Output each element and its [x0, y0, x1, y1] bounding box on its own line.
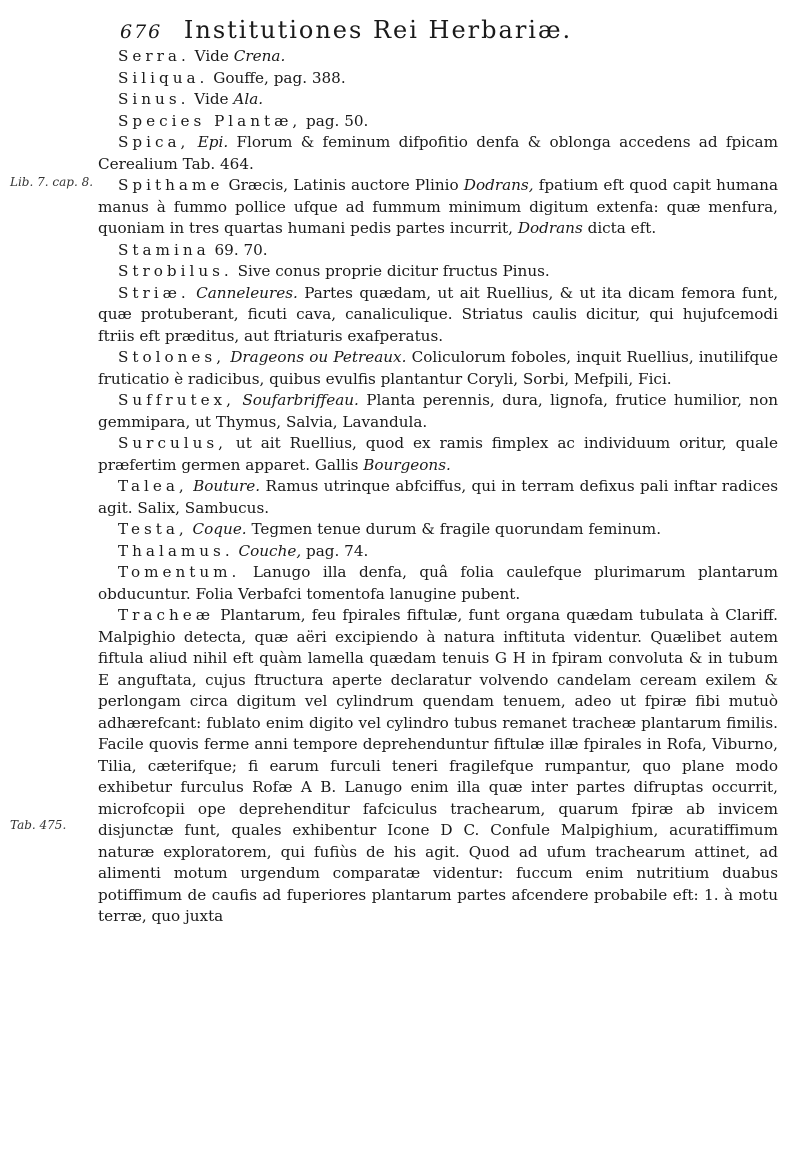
- headword: Stolones,: [118, 348, 226, 366]
- headword: Stamina: [118, 240, 210, 259]
- headword: Tracheæ: [118, 606, 214, 624]
- entry-text: Florum & feminum difpofitio denfa & oblonga accedens ad fpicam Cerealium Tab. 464.: [98, 133, 778, 173]
- french-term: Couche,: [238, 541, 302, 560]
- entry-testa: [98, 519, 778, 541]
- french-term: Bouture.: [193, 477, 261, 495]
- french-term: Epi.: [197, 133, 229, 151]
- latin-term: Dodrans: [517, 219, 583, 237]
- cross-reference: Ala.: [233, 90, 264, 108]
- entry-species: [98, 111, 778, 133]
- french-term: Bourgeons.: [363, 455, 451, 474]
- entry-text: pag. 50.: [306, 111, 369, 130]
- cross-reference: Crena.: [233, 47, 286, 65]
- entry-stamina: [98, 240, 778, 262]
- headword: Talea,: [118, 477, 188, 495]
- headword: Strobilus.: [118, 262, 233, 280]
- entry-spica: [98, 132, 778, 175]
- headword: Species Plantæ,: [118, 111, 302, 130]
- entry-text: Gouffe, pag. 388.: [213, 68, 346, 87]
- entry-text: 69. 70.: [214, 240, 268, 259]
- headword: Sinus.: [118, 90, 190, 108]
- headword: Surculus,: [118, 434, 227, 452]
- entry-tracheae: [98, 605, 778, 928]
- french-term: Coque.: [192, 520, 247, 538]
- headword: Tomentum.: [118, 563, 241, 581]
- headword: Spica,: [118, 133, 190, 151]
- entry-stolones: [98, 347, 778, 390]
- entry-text: pag. 74.: [306, 541, 369, 560]
- entry-text: Vide: [194, 47, 229, 65]
- entry-striae: [98, 283, 778, 348]
- entry-strobilus: [98, 261, 778, 283]
- headword: Serra.: [118, 47, 190, 65]
- latin-term: Dodrans,: [463, 176, 534, 194]
- headword: Spithame: [118, 176, 224, 194]
- entry-text: Plantarum, feu fpirales fiftulæ, funt organa quædam tubulata à Clariff. Malpighio detecta, quæ aëri excipiendo à natura inftituta videntur. Quælibet autem fiftula aliud nihil eft quàm lamella quædam tenuis G H in fpiram convoluta & in tubum E anguftata, cujus ftructura aperte declaratur volvendo candelam ceream exilem & perlongam circa digitum vel cylindrum quendam tenuem, adeo ut fpiræ fibi mutuò adhærefcant: fublato enim digito vel cylindro tubus remanet tracheæ plantarum fimilis. Facile quovis ferme anni tempore deprehenduntur fiftulæ illæ fpirales in Rofa, Viburno, Tilia, cæterifque; fi earum furculi teneri fragilefque rumpantur, quo plane modo exhibetur furculus Rofæ A B. Lanugo enim illa quæ inter partes difruptas occurrit, microfcopii ope deprehenditur fafciculus trachearum, quarum fpiræ ab invicem disjunctæ funt, quales exhibentur Icone D C. Confule Malpighium, acuratiffimum naturæ exploratorem, qui fufiùs de his agit. Quod ad ufum trachearum attinet, ad alimenti motum urgendum comparatæ videntur: fuccum enim nutritium duabus potiffimum de caufis ad fuperiores plantarum partes afcendere probabile eft: 1. à motu terræ, quo juxta: [98, 606, 778, 925]
- glossary-text: [98, 46, 778, 928]
- entry-siliqua: [98, 68, 778, 90]
- entry-tomentum: [98, 562, 778, 605]
- margin-note-lib: Lib. 7. cap. 8.: [10, 175, 94, 189]
- page-header: [120, 16, 720, 44]
- headword: Striæ.: [118, 283, 190, 302]
- entry-text: Ramus utrinque abfciffus, qui in terram defixus pali inftar radices agit. Salix, Sambucus.: [98, 477, 778, 517]
- headword: Siliqua.: [118, 68, 209, 87]
- entry-text: fpatium eft quod capit humana manus à fummo pollice ufque ad fummum minimum digitum extenfa: quæ menfura, quoniam in tres quartas humani pedis partes incurrit,: [98, 176, 779, 237]
- headword: Thalamus.: [118, 541, 234, 560]
- entry-spithame: [98, 175, 778, 240]
- entry-text: Coliculorum foboles, inquit Ruellius, inutilifque fruticatio è radicibus, quibus evulfis plantantur Coryli, Sorbi, Mefpili, Fici.: [98, 348, 779, 388]
- page-number: 676: [120, 21, 163, 43]
- running-title: Institutiones Rei Herbariæ.: [183, 16, 573, 44]
- headword: Suffrutex,: [118, 391, 235, 409]
- entry-serra: [98, 46, 778, 68]
- entry-text: dicta eft.: [587, 219, 657, 237]
- french-term: Soufarbriffeau.: [242, 391, 359, 409]
- entry-text: Planta perennis, dura, lignofa, frutice humilior, non gemmipara, ut Thymus, Salvia, Lavandula.: [98, 391, 778, 431]
- entry-thalamus: [98, 541, 778, 563]
- entry-talea: [98, 476, 778, 519]
- headword: Testa,: [118, 520, 188, 538]
- entry-text: Lanugo illa denfa, quâ folia caulefque plurimarum plantarum obducuntur. Folia Verbafci tomentofa lanugine pubent.: [98, 563, 778, 603]
- entry-text: Partes quædam, ut ait Ruellius, & ut ita dicam femora funt, quæ protuberant, ficuti cava, canaliculique. Striatus caulis dicitur, qui hujufcemodi ftriis eft præditus, aut ftriaturis exafperatus.: [98, 283, 779, 345]
- entry-surculus: [98, 433, 778, 476]
- entry-text: Vide: [194, 90, 229, 108]
- entry-text: Græcis, Latinis auctore Plinio: [228, 176, 459, 194]
- french-term: Drageons ou Petreaux.: [230, 348, 407, 366]
- margin-note-tab: Tab. 475.: [10, 818, 67, 832]
- entry-text: Tegmen tenue durum & fragile quorundam feminum.: [251, 520, 662, 538]
- entry-suffrutex: [98, 390, 778, 433]
- entry-text: Sive conus proprie dicitur fructus Pinus.: [237, 262, 550, 280]
- french-term: Canneleures.: [196, 283, 298, 302]
- entry-sinus: [98, 89, 778, 111]
- entry-text: ut ait Ruellius, quod ex ramis fimplex ac individuum oritur, quale præfertim germen apparet. Gallis: [98, 434, 778, 474]
